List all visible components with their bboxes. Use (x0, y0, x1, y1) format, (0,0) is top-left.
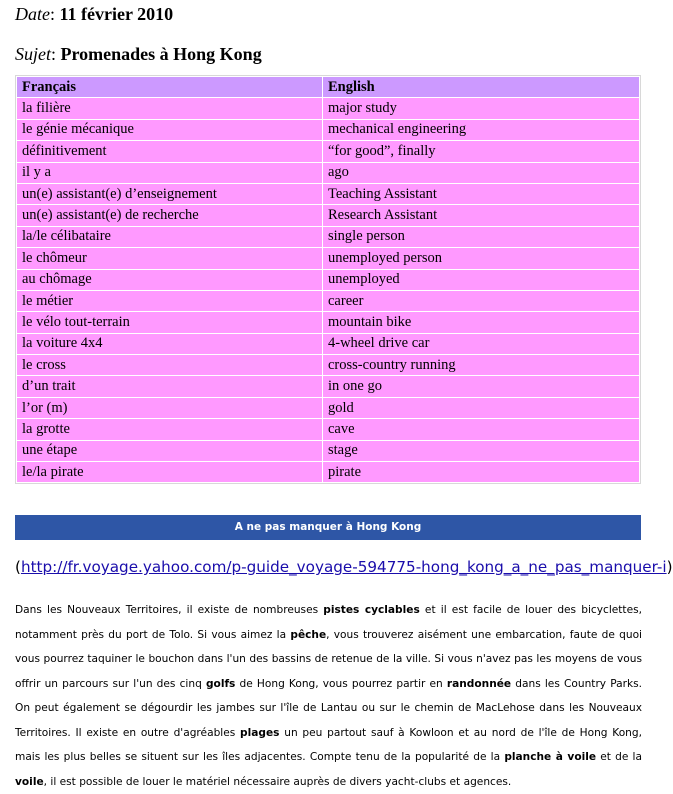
subject-line: Sujet: Promenades à Hong Kong (15, 44, 262, 64)
cell-english: mountain bike (323, 312, 639, 332)
cell-french: le chômeur (17, 248, 322, 268)
keyword-pistes-cyclables: pistes cyclables (323, 604, 420, 616)
keyword-randonnee: randonnée (446, 677, 512, 690)
table-row (17, 291, 639, 311)
column-header-english: English (323, 77, 639, 97)
keyword-peche: pêche (290, 628, 327, 641)
cell-french: d’un trait (17, 376, 322, 396)
article-text: un peu partout sauf à Kowloon et au nord de l'île de Hong Kong, mais les plus belles se situent sur les îles adjacentes. Compte tenu de la popularité de la (15, 726, 642, 763)
article-paragraph (15, 598, 642, 794)
source-line (15, 558, 673, 576)
article-text: Dans les Nouveaux Territoires, il existe de nombreuses (15, 604, 324, 616)
table-header-row (17, 77, 639, 97)
vocabulary-table (15, 75, 641, 484)
cell-english: 4-wheel drive car (323, 334, 639, 354)
cell-french: définitivement (17, 141, 322, 161)
table-row (17, 163, 639, 183)
article-text: et de la (596, 751, 642, 763)
cell-french: la filière (17, 98, 322, 118)
cell-french: un(e) assistant(e) d’enseignement (17, 184, 322, 204)
table-row (17, 184, 639, 204)
subject-value: Promenades à Hong Kong (60, 44, 262, 64)
cell-french: le métier (17, 291, 322, 311)
cell-english: mechanical engineering (323, 120, 639, 140)
cell-french: un(e) assistant(e) de recherche (17, 205, 322, 225)
table-row (17, 398, 639, 418)
cell-french: le/la pirate (17, 462, 322, 482)
date-value: 11 février 2010 (59, 4, 174, 24)
table-row (17, 312, 639, 332)
table-row (17, 141, 639, 161)
cell-french: le cross (17, 355, 322, 375)
table-row (17, 419, 639, 439)
article-text: , il est possible de louer le matériel nécessaire auprès de divers yacht-clubs et agences. (43, 775, 512, 788)
source-open-paren: ( (15, 558, 21, 576)
table-row (17, 355, 639, 375)
section-banner: A ne pas manquer à Hong Kong (15, 515, 641, 540)
source-link[interactable]: http://fr.voyage.yahoo.com/p-guide_voyage-594775-hong_kong_a_ne_pas_manquer-i (20, 558, 667, 576)
cell-english: Research Assistant (323, 205, 639, 225)
cell-english: gold (323, 398, 639, 418)
cell-french: la voiture 4x4 (17, 334, 322, 354)
table-row (17, 462, 639, 482)
date-label: Date (15, 4, 50, 24)
source-close-paren: ) (666, 558, 673, 576)
table-row (17, 120, 639, 140)
subject-label: Sujet (15, 44, 51, 64)
cell-english: career (323, 291, 639, 311)
column-header-french: Français (17, 77, 322, 97)
cell-english: major study (323, 98, 639, 118)
table-row (17, 376, 639, 396)
table-row (17, 98, 639, 118)
table-row (17, 334, 639, 354)
cell-french: l’or (m) (17, 398, 322, 418)
cell-french: la grotte (17, 419, 322, 439)
date-line: Date: 11 février 2010 (15, 4, 174, 24)
table-row (17, 441, 639, 461)
cell-english: pirate (323, 462, 639, 482)
cell-french: il y a (17, 163, 322, 183)
article-text: dans les Country Parks. On peut également se dégourdir les jambes sur l'île de Lantau ou sur le chemin de MacLehose dans les Nouveaux Territoires. Il existe en outre d'agréables (15, 677, 642, 739)
cell-english: in one go (323, 376, 639, 396)
cell-french: la/le célibataire (17, 227, 322, 247)
cell-english: cross-country running (323, 355, 639, 375)
keyword-plages: plages (240, 726, 280, 739)
cell-french: le génie mécanique (17, 120, 322, 140)
cell-french: une étape (17, 441, 322, 461)
cell-english: cave (323, 419, 639, 439)
table-row (17, 248, 639, 268)
article-text: de Hong Kong, vous pourrez partir en (235, 677, 447, 690)
table-row (17, 270, 639, 290)
table-row (17, 227, 639, 247)
keyword-planche-a-voile: planche à voile (504, 751, 597, 763)
vocabulary-table-body (17, 98, 639, 482)
cell-english: Teaching Assistant (323, 184, 639, 204)
cell-english: single person (323, 227, 639, 247)
article-text: et il est facile de louer des bicyclettes, notamment près du port de Tolo. Si vous aimez la (15, 604, 642, 641)
table-row (17, 205, 639, 225)
keyword-golfs: golfs (205, 677, 236, 690)
article-text: , vous trouverez aisément une embarcation, faute de quoi vous pourrez taquiner le bouchon dans l'un des bassins de retenue de la ville. Si vous n'avez pas les moyens de vous offrir un parcours sur l'un des cinq (15, 628, 642, 690)
cell-english: unemployed (323, 270, 639, 290)
cell-english: “for good”, finally (323, 141, 639, 161)
cell-french: au chômage (17, 270, 322, 290)
cell-english: stage (323, 441, 639, 461)
keyword-voile: voile (15, 775, 44, 788)
cell-french: le vélo tout-terrain (17, 312, 322, 332)
cell-english: ago (323, 163, 639, 183)
cell-english: unemployed person (323, 248, 639, 268)
